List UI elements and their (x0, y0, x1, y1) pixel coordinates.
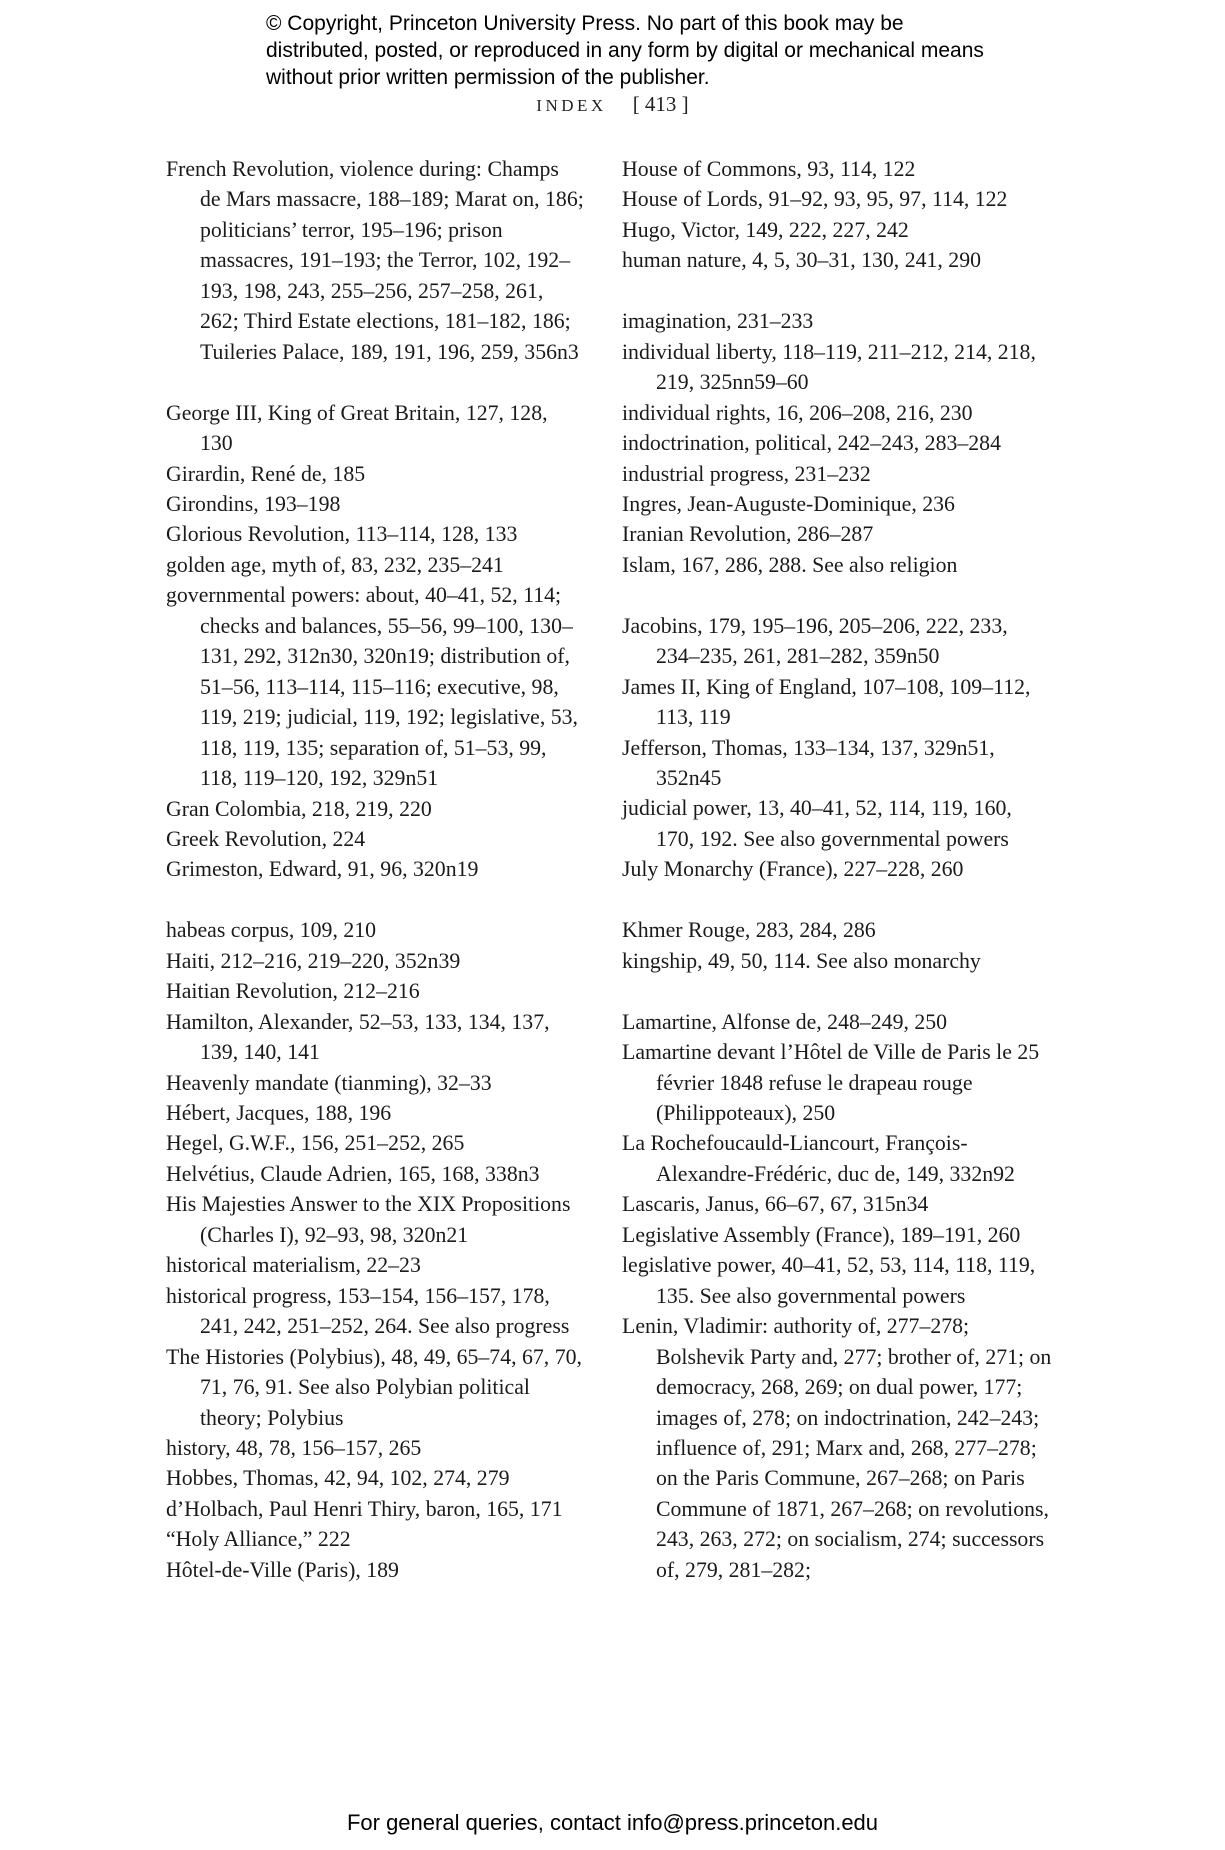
index-entry: Heavenly mandate (tianming), 32–33 (166, 1070, 492, 1095)
index-entry: Legislative Assembly (France), 189–191, 260 (622, 1222, 1021, 1247)
index-entry: Grimeston, Edward, 91, 96, 320n19 (166, 857, 479, 882)
group-spacer (166, 885, 584, 915)
index-entry: Hegel, G.W.F., 156, 251–252, 265 (166, 1131, 465, 1156)
index-entry: kingship, 49, 50, 114. See also monarchy (622, 948, 981, 973)
group-spacer (622, 976, 1052, 1006)
index-group-j (622, 611, 1052, 885)
index-entry: Greek Revolution, 224 (166, 826, 366, 851)
group-spacer (622, 885, 1052, 915)
index-entry: French Revolution, violence during: Champs de Mars massacre, 188–189; Marat on, 186; politicians’ terror, 195–196; prison massacres, 191–193; the Terror, 102, 192–193, 198, 243, 255–256, 257–258, 261, 262; Third Estate elections, 181–182, 186; Tuileries Palace, 189, 191, 196, 259, 356n3 (166, 157, 584, 364)
index-entry: Haiti, 212–216, 219–220, 352n39 (166, 948, 461, 973)
index-entry: Islam, 167, 286, 288. See also religion (622, 552, 958, 577)
index-entry: historical progress, 153–154, 156–157, 178, 241, 242, 251–252, 264. See also progress (166, 1283, 570, 1339)
index-entry: La Rochefoucauld-Liancourt, François-Alexandre-Frédéric, duc de, 149, 332n92 (622, 1131, 1015, 1186)
index-entry: House of Commons, 93, 114, 122 (622, 157, 916, 181)
index-entry: judicial power, 13, 40–41, 52, 114, 119, 160, 170, 192. See also governmental powers (622, 796, 1012, 851)
index-entry: Hugo, Victor, 149, 222, 227, 242 (622, 217, 909, 242)
index-entry: Lenin, Vladimir: authority of, 277–278; Bolshevik Party and, 277; brother of, 271; on democracy, 268, 269; on dual power, 177; images of, 278; on indoctrination, 242–243; influence of, 291; Marx and, 268, 277–278; on the Paris Commune, 267–268; on Paris Commune of 1871, 267–268; on revolutions, 243, 263, 272; on socialism, 274; successors of, 279, 281–282; (622, 1314, 1052, 1582)
index-entry: historical materialism, 22–23 (166, 1253, 421, 1278)
index-entry: Gran Colombia, 218, 219, 220 (166, 796, 432, 821)
index-entry: Hôtel-de-Ville (Paris), 189 (166, 1557, 399, 1582)
index-entry: James II, King of England, 107–108, 109–112, 113, 119 (622, 674, 1031, 730)
index-entry: The Histories (Polybius), 48, 49, 65–74, 67, 70, 71, 76, 91. See also Polybian political theory; Polybius (166, 1344, 582, 1430)
copyright-notice: © Copyright, Princeton University Press. No part of this book may be distributed, posted, or reproduced in any form by digital or mechanical means without prior written permission of the publisher. (266, 12, 984, 89)
index-entry: individual rights, 16, 206–208, 216, 230 (622, 400, 973, 425)
index-entry: Lascaris, Janus, 66–67, 67, 315n34 (622, 1192, 929, 1217)
index-entry: Iranian Revolution, 286–287 (622, 522, 874, 547)
group-spacer (622, 580, 1052, 610)
running-head (0, 92, 1225, 117)
index-entry: Glorious Revolution, 113–114, 128, 133 (166, 522, 518, 547)
index-entry: Haitian Revolution, 212–216 (166, 979, 420, 1004)
index-group-g (166, 398, 584, 885)
index-entry: Hobbes, Thomas, 42, 94, 102, 274, 279 (166, 1466, 510, 1491)
index-column-left (166, 154, 584, 1585)
index-entry: Jefferson, Thomas, 133–134, 137, 329n51, 352n45 (622, 735, 995, 791)
index-entry: George III, King of Great Britain, 127, 128, 130 (166, 400, 548, 456)
index-entry: history, 48, 78, 156–157, 265 (166, 1436, 422, 1460)
index-entry: habeas corpus, 109, 210 (166, 918, 377, 943)
page-number: [ 413 ] (632, 92, 689, 116)
index-entry: Hébert, Jacques, 188, 196 (166, 1101, 392, 1126)
index-entry: Lamartine devant l’Hôtel de Ville de Paris le 25 février 1848 refuse le drapeau rouge (Philippoteaux), 250 (622, 1040, 1040, 1125)
index-group-k (622, 915, 1052, 976)
index-entry: governmental powers: about, 40–41, 52, 114; checks and balances, 55–56, 99–100, 130–131, 292, 312n30, 320n19; distribution of, 51–56, 113–114, 115–116; executive, 98, 119, 219; judicial, 119, 192; legislative, 53, 118, 119, 135; separation of, 51–53, 99, 118, 119–120, 192, 329n51 (166, 583, 578, 791)
index-entry: golden age, myth of, 83, 232, 235–241 (166, 552, 504, 577)
index-group-i (622, 306, 1052, 580)
index-entry: Lamartine, Alfonse de, 248–249, 250 (622, 1009, 948, 1034)
index-entry: Helvétius, Claude Adrien, 165, 168, 338n3 (166, 1161, 540, 1186)
index-entry: individual liberty, 118–119, 211–212, 214, 218, 219, 325nn59–60 (622, 339, 1036, 395)
index-entry: Girondins, 193–198 (166, 491, 341, 516)
group-spacer (166, 367, 584, 397)
index-entry: Jacobins, 179, 195–196, 205–206, 222, 233, 234–235, 261, 281–282, 359n50 (622, 613, 1008, 669)
index-entry: Girardin, René de, 185 (166, 461, 366, 486)
index-entry: July Monarchy (France), 227–228, 260 (622, 857, 964, 882)
index-entry: industrial progress, 231–232 (622, 461, 871, 486)
index-group-f (166, 154, 584, 367)
index-entry: Khmer Rouge, 283, 284, 286 (622, 918, 876, 943)
group-spacer (622, 276, 1052, 306)
index-entry: indoctrination, political, 242–243, 283–284 (622, 431, 1001, 456)
index-column-right (622, 154, 1052, 1585)
index-entry: “Holy Alliance,” 222 (166, 1527, 351, 1552)
index-group-h-cont (622, 154, 1052, 276)
index-group-l (622, 1007, 1052, 1586)
index-group-h (166, 915, 584, 1585)
index-entry: House of Lords, 91–92, 93, 95, 97, 114, 122 (622, 187, 1008, 212)
index-entry: d’Holbach, Paul Henri Thiry, baron, 165, 171 (166, 1496, 563, 1521)
running-head-label: INDEX (536, 96, 607, 115)
contact-footer: For general queries, contact info@press.princeton.edu (346, 1810, 879, 1835)
index-entry: human nature, 4, 5, 30–31, 130, 241, 290 (622, 248, 981, 273)
index-entry: legislative power, 40–41, 52, 53, 114, 118, 119, 135. See also governmental powers (622, 1253, 1036, 1308)
index-entry: His Majesties Answer to the XIX Propositions (Charles I), 92–93, 98, 320n21 (166, 1192, 571, 1247)
index-entry: Hamilton, Alexander, 52–53, 133, 134, 137, 139, 140, 141 (166, 1009, 550, 1065)
index-entry: imagination, 231–233 (622, 309, 814, 334)
index-entry: Ingres, Jean-Auguste-Dominique, 236 (622, 491, 955, 516)
